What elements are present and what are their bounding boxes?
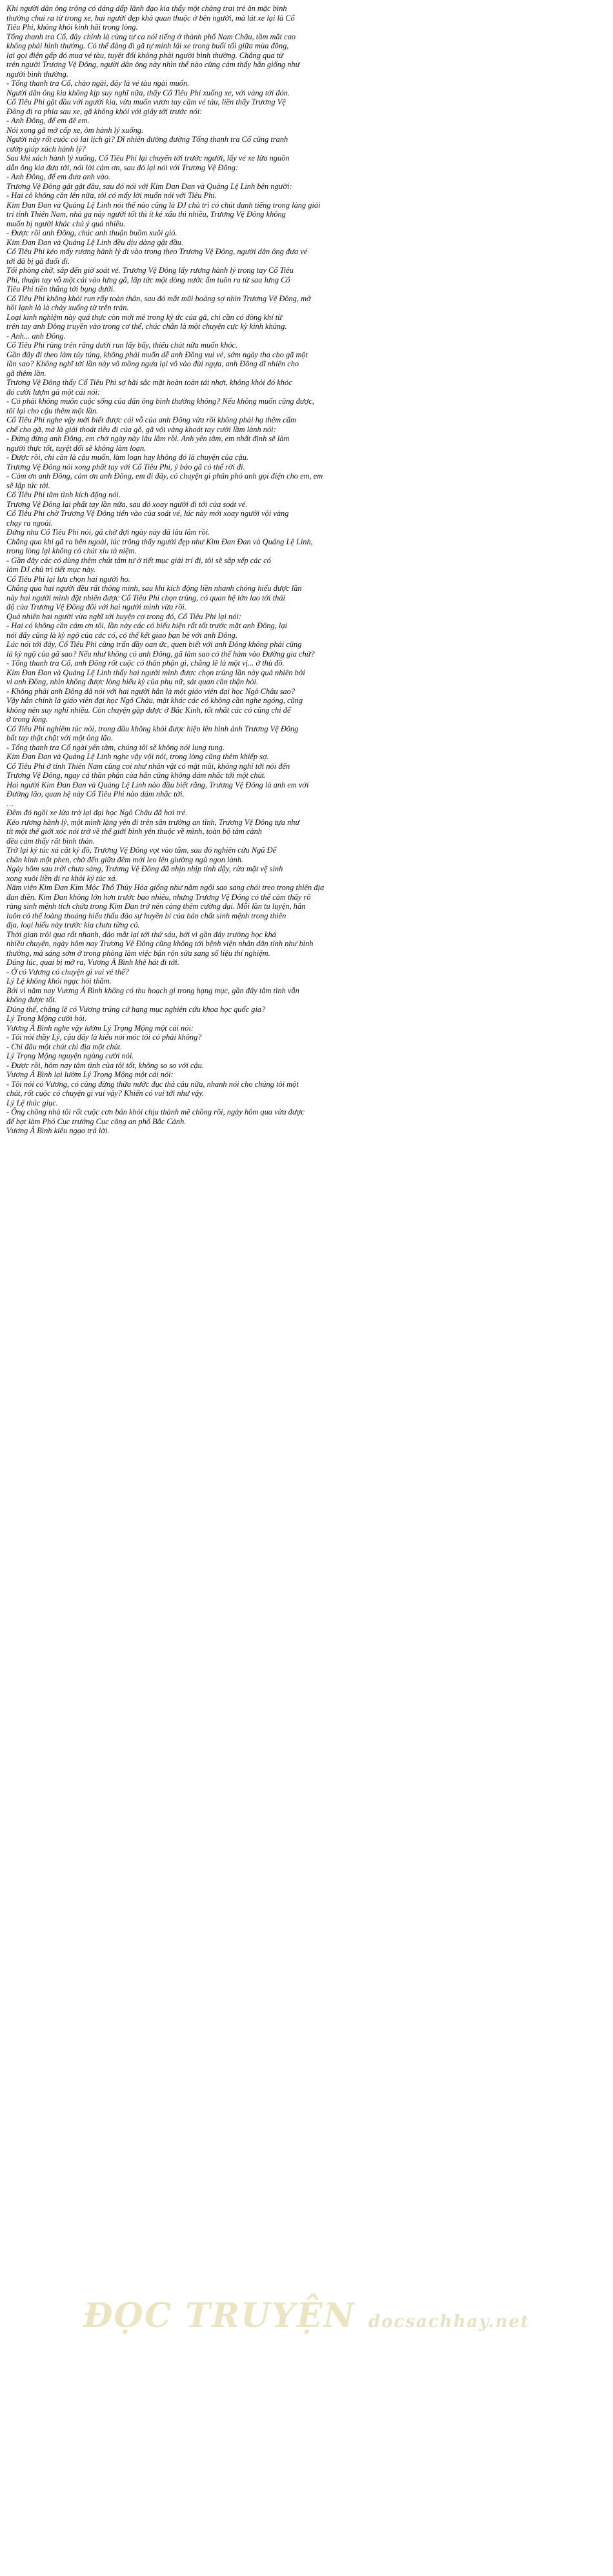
text-line: - Hai có không cần cảm ơn tôi, lần này các có biểu hiện rất tốt trước mặt anh Đông, lại [6, 621, 287, 630]
text-line: Trương Vệ Đông gật gật đầu, sau đó nói với Kim Đan Đan và Quảng Lệ Linh bên người: [6, 181, 292, 191]
text-line: Cổ Tiêu Phi tâm tình kích động nói. [6, 490, 121, 499]
text-line: - Được rồi, chi cần là cậu muốn, làm loạn hay không đó là chuyện của cậu. [6, 453, 249, 462]
text-line: - Đừng đừng anh Đông, em chờ ngày này lâu lắm rồi. Anh yên tâm, em nhất định sẽ làm [6, 434, 290, 443]
text-line: - Ở có Vương có chuyện gì vui vẻ thế? [6, 967, 129, 976]
text-line: là kỳ ngộ của gã sao? Nếu như không có anh Đông, gã làm sao có thể hảm vào Đường gia chứ? [6, 649, 315, 659]
watermark-main: ÐỌC TRUYỆN [83, 2296, 356, 2335]
text-line: nói đấy cũng là kỳ ngộ của các có, có thể kết giao bạn bè với anh Đông. [6, 630, 237, 640]
text-line: - Tôi nói có Vương, có cũng đừng thừa nước đục thả câu nữa, nhanh nói cho chúng tôi một [6, 1079, 299, 1089]
document-body [6, 4, 607, 1135]
text-line: - Có phải không muốn cuộc sống của dân ông bình thường không? Nếu không muốn cũng được, [6, 397, 314, 406]
text-line: - Hai cô không cần lên nữa, tôi có mấy lời muốn nói với Tiêu Phi. [6, 191, 217, 200]
text-line: Tiêu Phi, không khỏi kinh hãi trong lòng. [6, 23, 138, 32]
text-line: trí tỉnh Thiên Nam, nhà ga này người tốt thì ít kẻ xấu thì nhiều, Trương Vệ Đông không [6, 210, 286, 219]
text-line: chân kinh một phen, chờ đến giữa đêm mới leo lên giường ngủ ngon lành. [6, 855, 244, 864]
text-line: Cổ Tiêu Phi không khỏi run rẩy toàn thân, sau đó mắt mũi hoảng sợ nhìn Trương Vệ Đông, mở [6, 293, 311, 303]
text-line: - Anh Đông, để em đê em. [6, 116, 90, 125]
text-line: Chẳng qua khi gã ra bên ngoài, lúc trông thấy người đẹp như Kim Đan Đan và Quảng Lệ Linh, [6, 537, 313, 546]
text-line: đó cười lượm gã một cái nói: [6, 387, 101, 397]
text-line: thường chui ra từ trong xe, hai người đẹp khả quan thuộc ở bên người, mà lát xe lại là Cổ [6, 13, 295, 23]
text-line: Bởi vì năm nay Vương Á Bình không có thu hoạch gì trong hạng mục, gần đây tâm tình vẫn [6, 986, 299, 995]
text-line: tít một thế giới xóc nói trở về thế giới bình yên thuộc về mình, toàn bộ tâm cảnh [6, 827, 262, 836]
text-line: trên tay anh Đông truyền vào trong cơ thể, chúc chắn là một chuyện cực kỳ kinh khủng. [6, 322, 287, 331]
text-line: dẫn ông kia đưa tới, nói lời cảm ơn, sau đó lại nói với Trương Vệ Đông: [6, 163, 239, 172]
text-line: - Tổng thanh tra Cổ, chào ngài, đây là vé tàu ngài muốn. [6, 79, 190, 88]
text-line: chạy ra ngoài. [6, 518, 53, 528]
text-line: Đường lão, quan hệ này Cổ Tiêu Phi nào dám nhắc tới. [6, 789, 185, 798]
text-line: Lý Lệ thúc giục. [6, 1098, 58, 1107]
text-line: Kim Đan Đan và Quảng Lệ Linh đều dịu dàng gật đầu. [6, 237, 183, 247]
text-line: Quả nhiên hai người vừa nghĩ tới huyện cơ trong đó, Cổ Tiêu Phi lại nói: [6, 611, 241, 621]
text-line: Cổ Tiêu Phi chờ Trương Vệ Đông tiến vào của soát vé, lúc này mới xoay người vội vàng [6, 509, 289, 518]
text-line: luôn có thể loàng thoáng hiểu thấu đảo sự huyền bí của bản chất sinh mệnh trong thiên [6, 911, 286, 920]
text-line: - Tôi nói thầy Lý, cậu đây là kiểu nói móc tôi có phải không? [6, 1033, 202, 1042]
text-line: - Ông chồng nhà tôi rốt cuộc cơn bản khỏi chịu thành mẽ chồng rồi, ngày hôm qua vừa được [6, 1107, 305, 1116]
text-line: Đúng lúc, quai bị mở ra, Vương Á Bình khẽ hát đi tới. [6, 958, 179, 967]
text-line: Thời gian trôi qua rất nhanh, đảo mắt lại tới thứ sáu, bởi vì gần đây trường học khá [6, 929, 276, 939]
text-line: sẽ lập tức tới. [6, 481, 50, 490]
text-line: Gần đây đi theo làm túy túng, không phải muốn dễ anh Đông vui vẻ, sớm ngày tha cho gã một [6, 350, 308, 359]
text-line: bất tay thật chặt với một ông lão. [6, 733, 113, 742]
text-line: độ của Trương Vệ Đông đối với hai người mình vừa rồi. [6, 602, 186, 611]
text-line: Ngày hôm sau trời chưa sáng, Trương Vệ Đông đã nhịn nhịp tỉnh dậy, rửa mặt vệ sinh [6, 864, 283, 873]
text-line: lần sao? Không nghĩ tới lần này vô mồng ngưa lại vô vào đùi ngựa, anh Đông dĩ nhiên cho [6, 359, 299, 368]
text-line: tôi lại cho cậu thêm một lần. [6, 406, 99, 415]
text-line: không phải hình thường. Có thể đàng đi gã tự minh lái xe trong buổi tối giữa mùa đông, [6, 41, 289, 50]
text-line: - Được rồi anh Đông, chúc anh thuận buồm xuôi gió. [6, 228, 177, 237]
text-line: Đêm đó ngồi xe lửa trở lại đại học Ngô Châu đã hơi trẻ. [6, 808, 188, 817]
text-line: Phi, thuận tay vỗ một cái vào lưng gã, lấp tức một dòng nước ấm tuôn ra từ sau lưng Cổ [6, 275, 290, 284]
text-line: - Chi đâu một chút chi địa một chút. [6, 1042, 123, 1051]
text-line: Lý Trọng Mộng nguyện ngùng cười nói. [6, 1051, 134, 1060]
text-line: hồi lạnh là là chảy xuống từ trên trán. [6, 303, 129, 312]
text-line: nhiều chuyện, ngày hôm nay Trương Vệ Đông cũng không tới bệnh viện nhân dân tỉnh như bình [6, 939, 314, 948]
text-line: - Gần đây các có dùng thêm chút tâm tư ở tiết mục giải trí đi, tôi sẽ sắp xếp các có [6, 555, 271, 565]
text-line: Cổ Tiêu Phi kéo mấy rương hành lý đi vào trong theo Trương Vệ Đông, người dân ông đưa vé [6, 247, 308, 256]
text-line: Trương Vệ Đông thấy Cổ Tiêu Phi sợ hãi sắc mặt hoàn toàn tái nhợt, không khỏi đó khóc [6, 378, 292, 387]
text-line: Tổng thanh tra Cổ, đây chính là cùng tư ca nói tiếng ở thành phố Nam Châu, tầm mắt cao [6, 32, 296, 41]
text-line: người thực tốt, tuyệt đối sẽ không làm loạn. [6, 443, 146, 453]
text-line: vì anh Đông, nhìn không được lòng hiếu kỳ của phụ nữ, sát quan cần thận hỏi. [6, 677, 259, 686]
text-line: Lúc nói tới đây, Cổ Tiêu Phi cũng trấn đầy oan ức, quen biết với anh Đông không phải cũng [6, 640, 302, 649]
text-line: Sau khi xách hành lý xuống, Cổ Tiêu Phi lại chuyển tới trước người, lấy vé xe lửa nguồn [6, 154, 290, 163]
text-line: để bạt làm Phó Cục trưởng Cục công an phố Bắc Cảnh. [6, 1116, 186, 1126]
text-line: - Cảm ơn anh Đông, cảm ơn anh Đông, em đi đây, có chuyện gì phân phó anh gọi điện cho em, em [6, 471, 323, 481]
text-line: lại gọi điện gấp đó mua vé tàu, tuyệt đối không phải người bình thường. Chẳng qua từ [6, 50, 283, 60]
text-line: không nên suy nghĩ nhiều. Còn chuyện gặp được ở Bắc Kinh, tốt nhất các có cũng chi để [6, 705, 291, 715]
text-line: Cổ Tiêu Phi nghe vậy mới biết được cái vỗ của anh Đông vừa rồi không phải hạ thêm cấm [6, 415, 296, 424]
text-line: ... [6, 798, 15, 808]
text-line: Chẳng qua hai người đều rất thông minh, sau khi kích động liền nhanh chóng hiểu được lần [6, 584, 302, 593]
text-line: Cổ Tiêu Phi lại lựa chọn hai người ho. [6, 574, 130, 584]
text-line: Trương Vệ Đông nói xong phất tay với Cổ Tiêu Phi, ý bảo gã có thể rời đi. [6, 462, 245, 471]
text-line: trong lòng lại không có chút xíu tà niệm. [6, 546, 137, 555]
text-line: đan điền. Kim Đan không lớn hơn trước bao nhiêu, nhưng Trương Vệ Đông có thể cảm thấy rõ [6, 892, 311, 902]
text-line: Vương Á Bình lại lườm Lý Trọng Mộng một cái nói: [6, 1070, 174, 1079]
text-line: Cổ Tiêu Phi gật đầu với người kia, vừa muốn vươn tay cầm vé tàu, liền thấy Trương Vệ [6, 97, 286, 106]
text-line: Người này rốt cuộc có lai lịch gì? Dĩ nhiên đường đường Tổng thanh tra Cổ cũng tranh [6, 135, 288, 144]
text-line: chút, rốt cuộc có chuyện gì vui vậy? Khiến có vui tới như vậy. [6, 1089, 205, 1098]
watermark-sub: docsachhay.net [368, 2312, 530, 2332]
text-line: Cổ Tiêu Phi nghiêm túc nói, trong đầu không khỏi được hiện lên hình ảnh Trương Vệ Đông [6, 724, 299, 733]
text-line: thường, mà sáng sớm ở trong phòng làm việc bận rộn sửa sang số liệu thí nghiệm. [6, 948, 270, 958]
text-line: Khi người dân ông trông có dáng dấp lãnh đạo kia thấy một chàng trai trẻ ăn mặc bình [6, 4, 287, 13]
text-line: địa, loại hiểu này trước kia chưa từng có. [6, 920, 140, 929]
text-line: Cổ Tiêu Phi ở tỉnh Thiên Nam cũng coi như nhân vật có mặt mũi, không nghĩ tới nói đến [6, 761, 290, 771]
text-line: Nói xong gã mở cốp xe, ôm hành lý xuống. [6, 125, 144, 135]
text-line: Tối phòng chờ, sắp đến giờ soát vé. Trương Vệ Đông lấy rương hành lý trong tay Cổ Tiêu [6, 266, 294, 275]
text-line: không được tốt. [6, 995, 57, 1004]
text-line: - Tổng thanh tra Cổ, anh Đông rốt cuộc có thân phận gì, chẳng lẽ là một vị... ở thù đồ. [6, 659, 285, 668]
text-line: Trương Vệ Đông, ngay cả thần phận của hắn cũng không dám nhắc tới một chút. [6, 771, 266, 780]
text-line: Kéo rương hành lý, một mình lặng yên đi trên sân trường an tĩnh, Trương Vệ Đông tựa như [6, 817, 300, 827]
text-line: - Tổng thanh tra Cổ ngài yên tâm, chúng tôi sẽ không nói lung tung. [6, 742, 225, 752]
text-line: Năm viên Kim Đan Kim Mộc Thổ Thủy Hỏa giống như nằm ngổi sao sang chói treo trong thiên địa [6, 883, 325, 892]
text-line: Kim Đan Đan và Quảng Lệ Linh nói thế nào cũng là DJ chủ trì có chút danh tiếng trong làng giải [6, 200, 321, 210]
text-line: Kim Đan Đan và Quảng Lệ Linh nghe vậy vội nói, trong lòng cũng thêm khiếp sợ. [6, 752, 269, 761]
text-line: - Không phải anh Đông đã nói với hai người hắn là một giáo viên đại học Ngô Châu sao? [6, 686, 296, 696]
text-line: Loại kinh nghiệm này quá thực còn mới mẻ trong kỷ ức của gã, chi cần có dòng khí từ [6, 312, 282, 322]
text-line: Kim Đan Đan và Quảng Lệ Linh thấy hai người mình được chọn trúng lần này quả nhiên bởi [6, 668, 305, 677]
text-line: gã thêm lần. [6, 368, 46, 378]
text-line: Vương Á Bình kiêu ngạo trả lời. [6, 1126, 110, 1135]
text-line: ở trong lòng. [6, 715, 48, 724]
text-line: Đúng thế, chẳng lẽ có Vương trúng cứ hạng mục nghiên cứu khoa học quốc gia? [6, 1004, 266, 1014]
text-line: cướp giúp xách hành lý? [6, 144, 86, 154]
text-line: người bình thường. [6, 69, 68, 79]
text-line: - Được rồi, hôm nay tâm tình của tôi tốt, không so so với cậu. [6, 1060, 204, 1070]
text-line: Đông đi ra phía sau xe, gã không khói với giây tới trước nói: [6, 106, 203, 116]
text-line: Vương Á Bình nghe vậy lườm Lý Trọng Mộng một cái nói: [6, 1023, 194, 1033]
text-line: này hai người mình đặt nhiên được Cổ Tiêu Phi chọn trúng, có quan hệ lớn lao tới thái [6, 593, 285, 602]
text-line: trên người Trương Vệ Đông, người dân ông này nhìn thế nào cũng cảm thấy hắn giống như [6, 60, 300, 69]
text-line: chế cho gã, mà là giải thoát tiêu đi của gõ, gã vội vàng khoát tay cười lầm lành nói: [6, 424, 276, 434]
text-line: Lý Trong Mộng cười hỏi. [6, 1014, 87, 1023]
text-line: - Anh... anh Đông. [6, 331, 66, 341]
text-line: ràng sinh mệnh tích chứa trong Kim Đan trở nên càng thêm cường đại. Mỗi lần tu luyện, hắn [6, 902, 306, 911]
text-line: tới đã bị gã đuổi đi. [6, 256, 70, 266]
text-line: - Anh Đông, để em đưa anh vào. [6, 172, 111, 181]
text-line: làm DJ chủ trì tiết mục này. [6, 565, 95, 574]
text-line: Tiêu Phi tiền thẳng tới bụng dưới. [6, 284, 116, 293]
text-line: muốn bị người khác chú ý quá nhiều. [6, 219, 126, 228]
text-line: Vậy hắn chính là giáo viên đại học Ngô Châu, mặt khác các có không cần nghe ngóng, cũng [6, 696, 303, 705]
text-line: Người dân ông kia không kịp suy nghĩ nữa, thấy Cổ Tiêu Phi xuống xe, với vàng tới đón. [6, 88, 290, 97]
text-line: Lý Lệ không khói ngạc hỏi thăm. [6, 976, 112, 986]
text-line: Cổ Tiêu Phi rùng trên răng dưới run lấy bấy, thiếu chút nữa muốn khóc. [6, 341, 238, 350]
text-line: Trương Vệ Đông lại phất tay lần nữa, sau đó xoay người đi tới của soát vé. [6, 499, 248, 509]
text-line: Hai người Kim Đan Đan và Quảng Lệ Linh nào đầu biết rằng, Trương Vệ Đông là anh em với [6, 780, 309, 789]
watermark [83, 2296, 530, 2335]
text-line: đều cảm thấy rất bình thản. [6, 836, 95, 846]
text-line: Đứng nhu Cổ Tiêu Phi nói, gã chờ đợi ngày này đã lâu lắm rồi. [6, 528, 210, 537]
text-line: xong xuôi liền đi ra khỏi ký túc xá. [6, 873, 117, 883]
text-line: Trở lại ký túc xá cất ký đồ, Trương Vệ Đông vọt vào tắm, sau đó nghiên cứu Ngũ Đế [6, 846, 277, 855]
